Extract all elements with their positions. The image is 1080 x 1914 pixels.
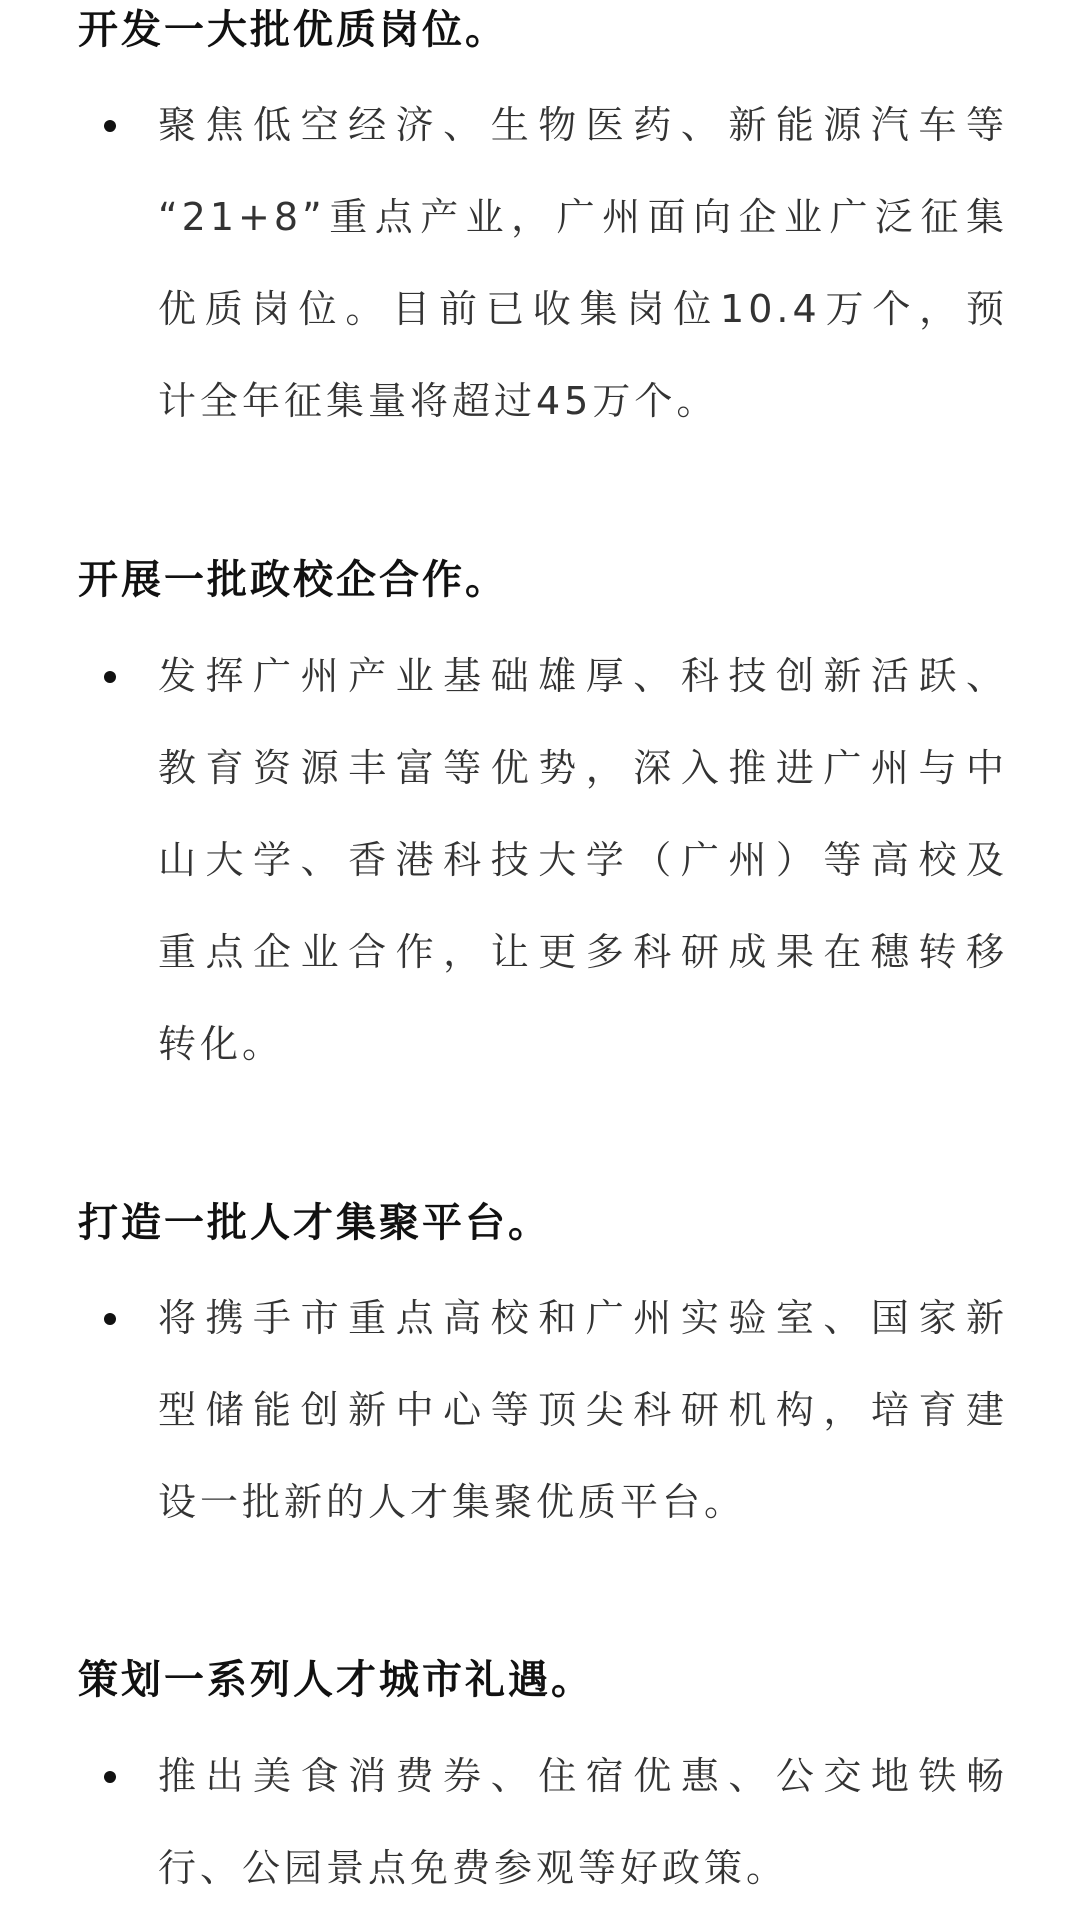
paragraph-line: 重点企业合作，让更多科研成果在穗转移 bbox=[158, 930, 1008, 974]
paragraph-line: 转化。 bbox=[158, 1022, 285, 1066]
paragraph-line: 设一批新的人才集聚优质平台。 bbox=[158, 1480, 747, 1524]
paragraph-line: 行、公园景点免费参观等好政策。 bbox=[158, 1846, 789, 1890]
bullet-dot-icon bbox=[104, 120, 116, 132]
bullet-dot-icon bbox=[104, 1313, 116, 1325]
paragraph-line: 发挥广州产业基础雄厚、科技创新活跃、 bbox=[158, 654, 1008, 698]
paragraph-line: 型储能创新中心等顶尖科研机构，培育建 bbox=[158, 1388, 1008, 1432]
bullet-dot-icon bbox=[104, 1771, 116, 1783]
section-paragraph bbox=[158, 79, 1008, 447]
paragraph-line: 聚焦低空经济、生物医药、新能源汽车等 bbox=[158, 103, 1008, 147]
paragraph-line: 优质岗位。目前已收集岗位10.4万个，预 bbox=[158, 287, 1008, 331]
paragraph-line: 推出美食消费券、住宿优惠、公交地铁畅 bbox=[158, 1754, 1008, 1798]
section-paragraph bbox=[158, 1272, 1008, 1548]
section-paragraph bbox=[158, 1730, 1008, 1914]
paragraph-line: 教育资源丰富等优势，深入推进广州与中 bbox=[158, 746, 1008, 790]
section-heading: 打造一批人才集聚平台。 bbox=[78, 1200, 551, 1246]
paragraph-line: “21+8”重点产业，广州面向企业广泛征集 bbox=[158, 195, 1008, 239]
paragraph-line: 将携手市重点高校和广州实验室、国家新 bbox=[158, 1296, 1008, 1340]
section-heading: 策划一系列人才城市礼遇。 bbox=[78, 1657, 594, 1703]
section-paragraph bbox=[158, 630, 1008, 1090]
bullet-dot-icon bbox=[104, 671, 116, 683]
section-heading: 开展一批政校企合作。 bbox=[78, 557, 508, 603]
paragraph-line: 山大学、香港科技大学（广州）等高校及 bbox=[158, 838, 1008, 882]
section-heading: 开发一大批优质岗位。 bbox=[78, 7, 508, 53]
paragraph-line: 计全年征集量将超过45万个。 bbox=[158, 379, 719, 423]
